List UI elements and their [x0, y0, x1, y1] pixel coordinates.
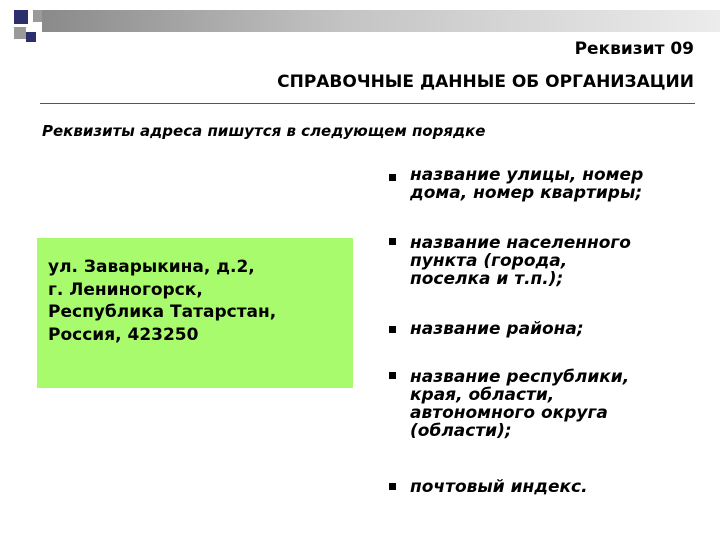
order-list-line: пункта (города, — [410, 251, 568, 271]
decor-square-gray — [14, 27, 26, 39]
address-example-box — [37, 238, 353, 388]
decor-square-navy — [26, 32, 36, 42]
order-list-item — [410, 166, 643, 202]
order-list-line: (области); — [410, 421, 512, 441]
square-bullet-icon — [389, 238, 396, 245]
address-line: ул. Заварыкина, д.2, — [48, 257, 255, 277]
page-title: СПРАВОЧНЫЕ ДАННЫЕ ОБ ОРГАНИЗАЦИИ — [277, 72, 694, 92]
order-list-line: название улицы, номер — [410, 165, 644, 185]
order-list-line: автономного округа — [410, 403, 608, 423]
header-gradient-bar — [42, 10, 720, 32]
intro-text: Реквизиты адреса пишутся в следующем порядке — [42, 122, 486, 140]
title-divider — [40, 103, 695, 104]
order-list-line: почтовый индекс. — [410, 477, 588, 497]
order-list-item — [410, 478, 588, 496]
order-list-line: дома, номер квартиры; — [410, 183, 643, 203]
order-list-item — [410, 368, 629, 440]
order-list-line: название республики, — [410, 367, 630, 387]
square-bullet-icon — [389, 174, 396, 181]
order-list-line: края, области, — [410, 385, 555, 405]
order-list-item — [410, 234, 631, 288]
square-bullet-icon — [389, 326, 396, 333]
address-line: г. Лениногорск, — [48, 279, 203, 300]
address-line: Россия, 423250 — [48, 324, 199, 345]
order-list-item — [410, 320, 584, 338]
order-list-line: поселка и т.п.); — [410, 269, 564, 289]
square-bullet-icon — [389, 372, 396, 379]
square-bullet-icon — [389, 483, 396, 490]
rekvizit-number: Реквизит 09 — [574, 39, 694, 59]
order-list-line: название района; — [410, 319, 584, 339]
decor-square-navy — [14, 10, 28, 24]
order-list-line: название населенного — [410, 233, 631, 253]
address-line: Республика Татарстан, — [48, 302, 277, 322]
